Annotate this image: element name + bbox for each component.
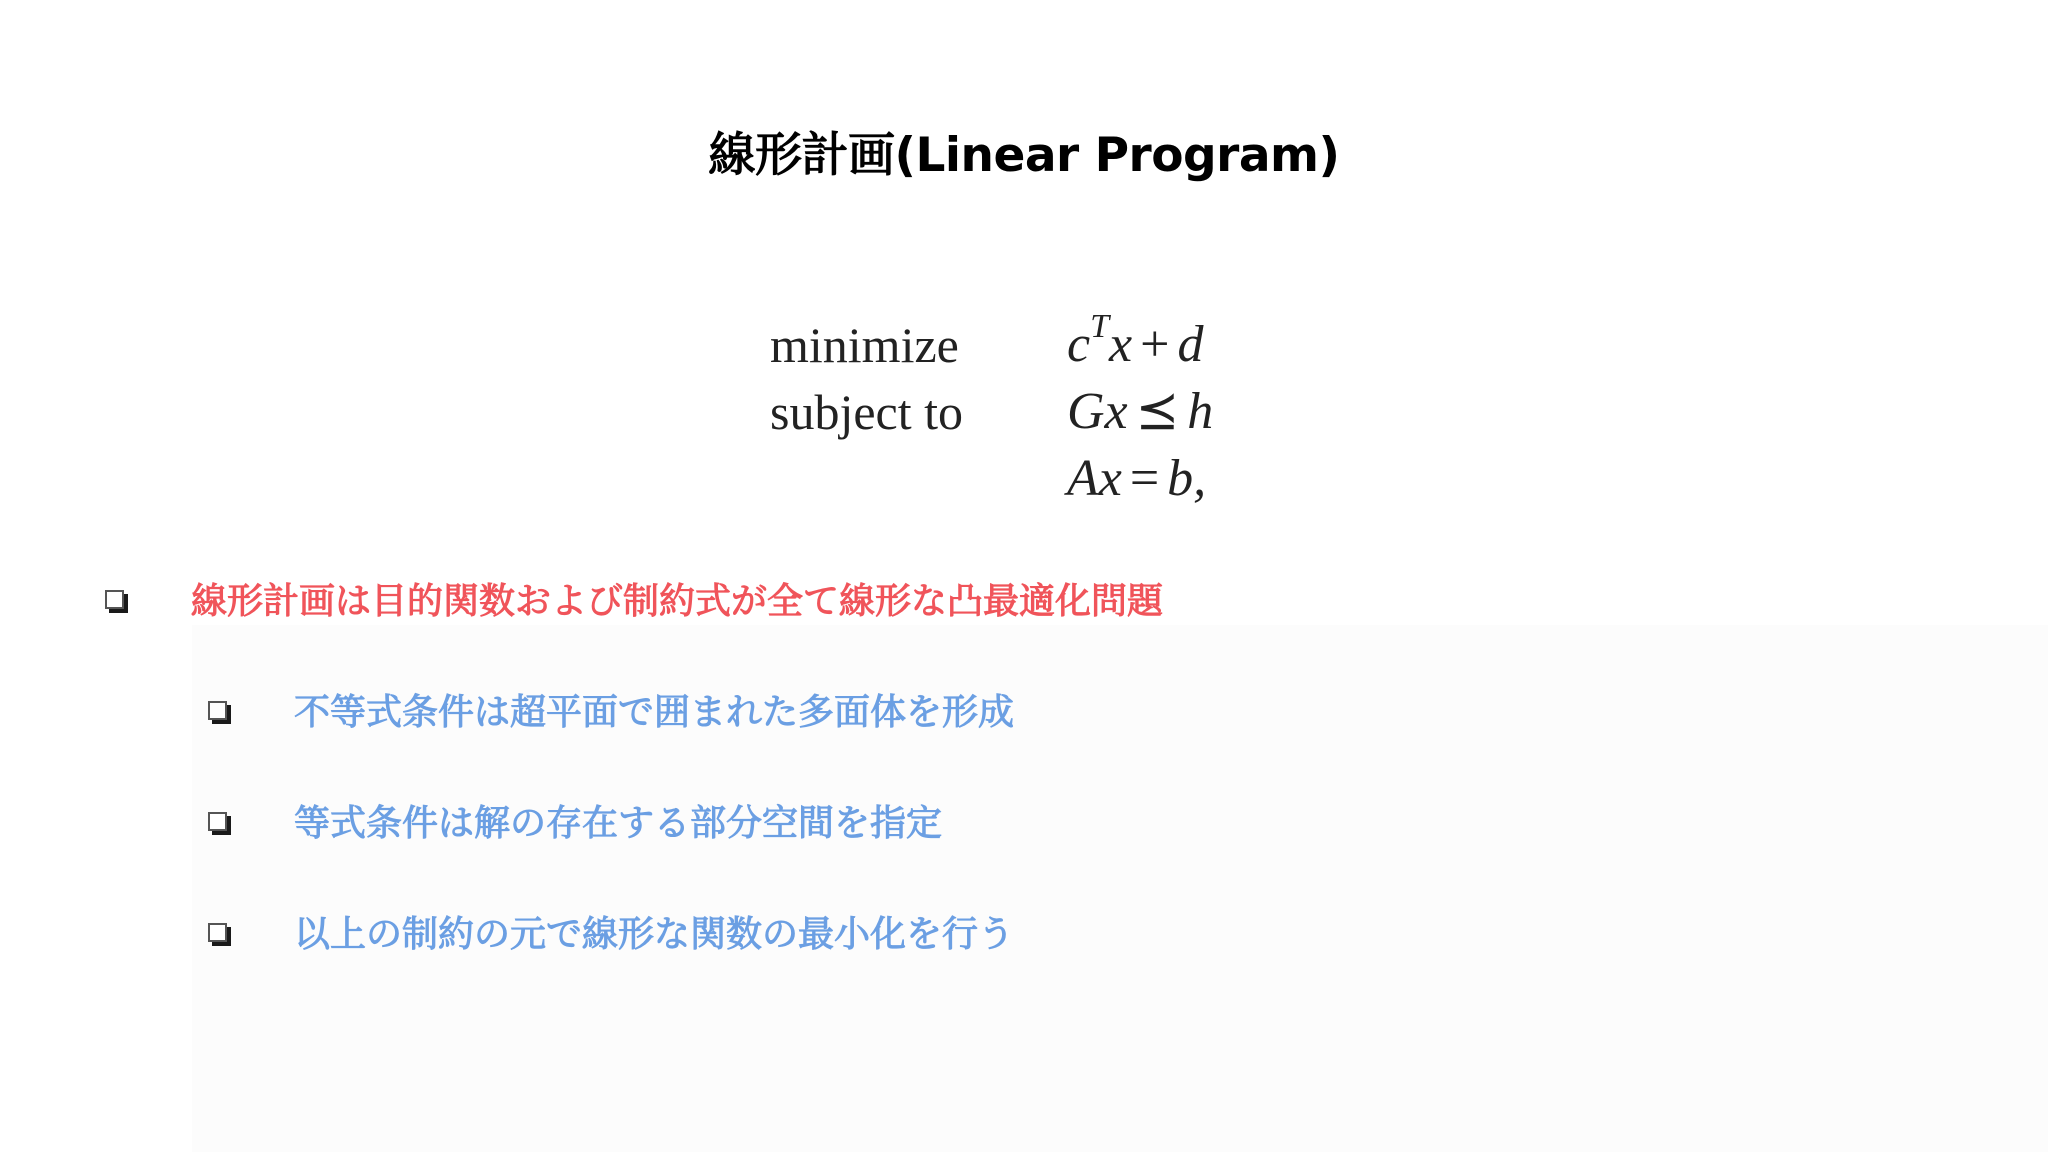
lp-formula — [770, 308, 1290, 522]
formula-label: minimize — [770, 317, 959, 373]
formula-expression: $c^Tx + d$ — [1067, 308, 1204, 373]
formula-expression: Ax = b, — [1067, 450, 1207, 507]
formula-row-objective — [770, 308, 1290, 378]
bullet-main-text: 線形計画は目的関数および制約式が全て線形な凸最適化問題 — [191, 581, 1164, 622]
checkbox-square-icon — [208, 701, 227, 720]
formula-row-equality — [770, 446, 1290, 512]
checkbox-square-icon — [208, 812, 227, 831]
slide-title: 線形計画(Linear Program) — [708, 128, 1340, 183]
checkbox-square-icon — [105, 590, 124, 609]
formula-label: subject to — [770, 384, 964, 440]
checkbox-square-icon — [208, 923, 227, 942]
formula-row-inequality — [770, 379, 1290, 445]
formula-expression: Gx ⪯ h — [1067, 383, 1214, 440]
bullet-sub-text: 以上の制約の元で線形な関数の最小化を行う — [294, 914, 1015, 955]
bullet-sub-text: 等式条件は解の存在する部分空間を指定 — [294, 803, 943, 844]
bullet-sub-text: 不等式条件は超平面で囲まれた多面体を形成 — [294, 692, 1015, 733]
